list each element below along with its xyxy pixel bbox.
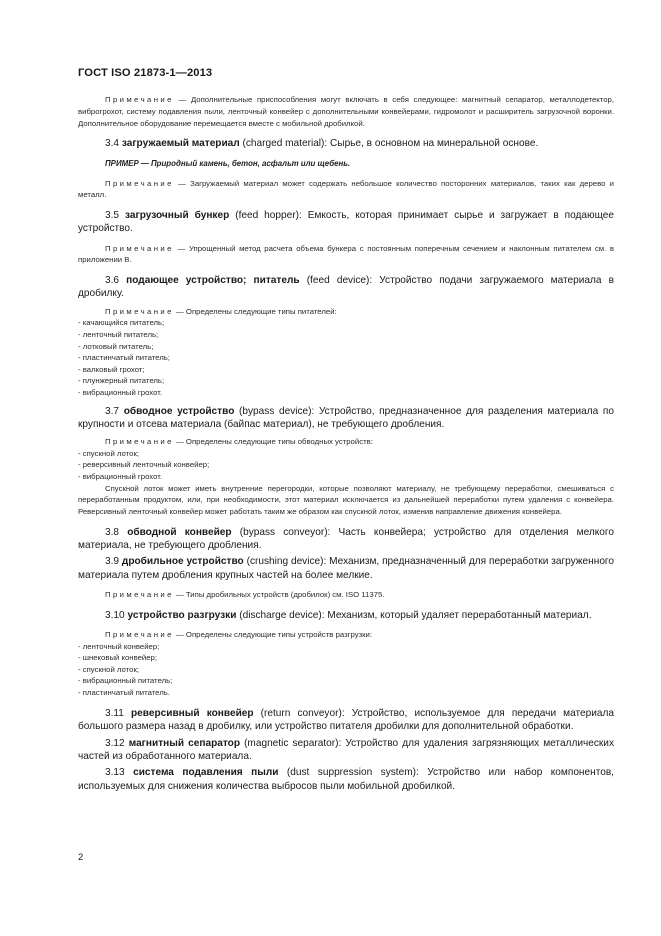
bypass-paragraph: Спускной лоток может иметь внутренние перегородки, которые позволяют материалу, не требующему переработки, смешиваться с переработанным продуктом, или, при необходимости, этот материал исключается из дальнейшей переработки путем удаления с конвейера. Реверсивный ленточный конвейер может работать таким же образом как спускной лоток, изменив направление движения конвейера. xyxy=(78,483,614,517)
note: Примечание — Загружаемый материал может содержать небольшое количество посторонних материалов, таких как дерево и металл. xyxy=(78,178,614,200)
term-title: реверсивный конвейер xyxy=(131,707,254,719)
discharge-types-list xyxy=(78,641,614,699)
list-item: - шнековый конвейер; xyxy=(78,652,614,664)
term-title: система подавления пыли xyxy=(133,767,279,779)
term-title: обводной конвейер xyxy=(127,526,232,538)
term-title: дробильное устройство xyxy=(121,556,244,568)
note: Примечание — Дополнительные приспособления могут включать в себя следующее: магнитный сепаратор, металлодетектор, виброгрохот, систему подавления пыли, ленточный конвейер с дополнительными конвейерами, гидромолот и расширитель загрузочной воронки. Дополнительное оборудование перемещается вместе с мобильной дробилкой. xyxy=(78,95,615,128)
note: Примечание — Определены следующие типы питателей: xyxy=(105,306,337,316)
list-item: - качающийся питатель; xyxy=(78,317,614,329)
list-item: - вибрационный грохот. xyxy=(78,387,614,399)
list-item: - реверсивный ленточный конвейер; xyxy=(78,459,614,471)
term-3-8: 3.8 обводной конвейер (bypass conveyor): Часть конвейера; устройство для отделения мелкого материала, не требующего дробления. xyxy=(78,526,614,552)
list-item: - спускной лоток; xyxy=(78,664,614,676)
term-title: магнитный сепаратор xyxy=(128,737,240,749)
term-title: загружаемый материал xyxy=(121,138,240,150)
list-item: - спускной лоток; xyxy=(78,448,614,460)
term-3-6: 3.6 подающее устройство; питатель (feed device): Устройство подачи загружаемого материала в дробилку. xyxy=(78,275,614,300)
term-title: подающее устройство; питатель xyxy=(126,275,300,287)
term-3-10: 3.10 устройство разгрузки (discharge device): Механизм, который удаляет переработанный материал. xyxy=(105,609,592,621)
feeder-types-list xyxy=(78,317,614,398)
page-content xyxy=(78,94,614,800)
note: Примечание — Определены следующие типы устройств разгрузки: xyxy=(105,629,373,639)
note: Примечание — Определены следующие типы обводных устройств: xyxy=(105,436,373,446)
example: ПРИМЕР — Природный камень, бетон, асфальт или щебень. xyxy=(105,158,351,168)
term-3-12: 3.12 магнитный сепаратор (magnetic separator): Устройство для удаления загрязняющих металлических частей из обработанного материала. xyxy=(78,737,614,763)
list-item: - пластинчатый питатель; xyxy=(78,352,614,364)
list-item: - пластинчатый питатель. xyxy=(78,687,614,699)
term-3-5: 3.5 загрузочный бункер (feed hopper): Емкость, которая принимает сырье и загружает в подающее устройство. xyxy=(78,210,615,235)
term-3-7: 3.7 обводное устройство (bypass device): Устройство, предназначенное для разделения материала по крупности и отсева материала (байпас материал), не требующего дробления. xyxy=(78,405,614,430)
list-item: - ленточный питатель; xyxy=(78,329,614,341)
page-number: 2 xyxy=(78,852,84,863)
list-item: - валковый грохот; xyxy=(78,364,614,376)
list-item: - плунжерный питатель; xyxy=(78,375,614,387)
term-3-9: 3.9 дробильное устройство (crushing device): Механизм, предназначенный для переработки загруженного материала путем дробления крупных частей на более мелкие. xyxy=(78,556,615,581)
term-title: устройство разгрузки xyxy=(127,609,237,621)
term-3-13: 3.13 система подавления пыли (dust suppression system): Устройство или набор компонентов, используемых для снижения количества выбросов пыли мобильной дробилкой. xyxy=(78,767,614,792)
term-3-4: 3.4 загружаемый материал (charged material): Сырье, в основном на минеральной основе. xyxy=(105,138,539,150)
term-3-11: 3.11 реверсивный конвейер (return conveyor): Устройство, используемое для передачи материала большого размера назад в дробилку, или устройство питателя дробилки для дополнительной обработки. xyxy=(78,707,615,732)
list-item: - ленточный конвейер; xyxy=(78,641,614,653)
page-header: ГОСТ ISO 21873-1—2013 xyxy=(78,67,213,79)
list-item: - лотковый питатель; xyxy=(78,341,614,353)
list-item: - вибрационный питатель; xyxy=(78,675,614,687)
note: Примечание — Упрощенный метод расчета объема бункера с постоянным поперечным сечением и наклонным питателем см. в приложении В. xyxy=(78,243,615,265)
term-title: обводное устройство xyxy=(123,405,235,417)
note: Примечание — Типы дробильных устройств (дробилок) см. ISO 11375. xyxy=(105,589,385,599)
note-label: Примечание xyxy=(105,95,174,104)
bypass-types-list xyxy=(78,448,614,483)
term-title: загрузочный бункер xyxy=(125,210,230,222)
list-item: - вибрационный грохот. xyxy=(78,471,614,483)
